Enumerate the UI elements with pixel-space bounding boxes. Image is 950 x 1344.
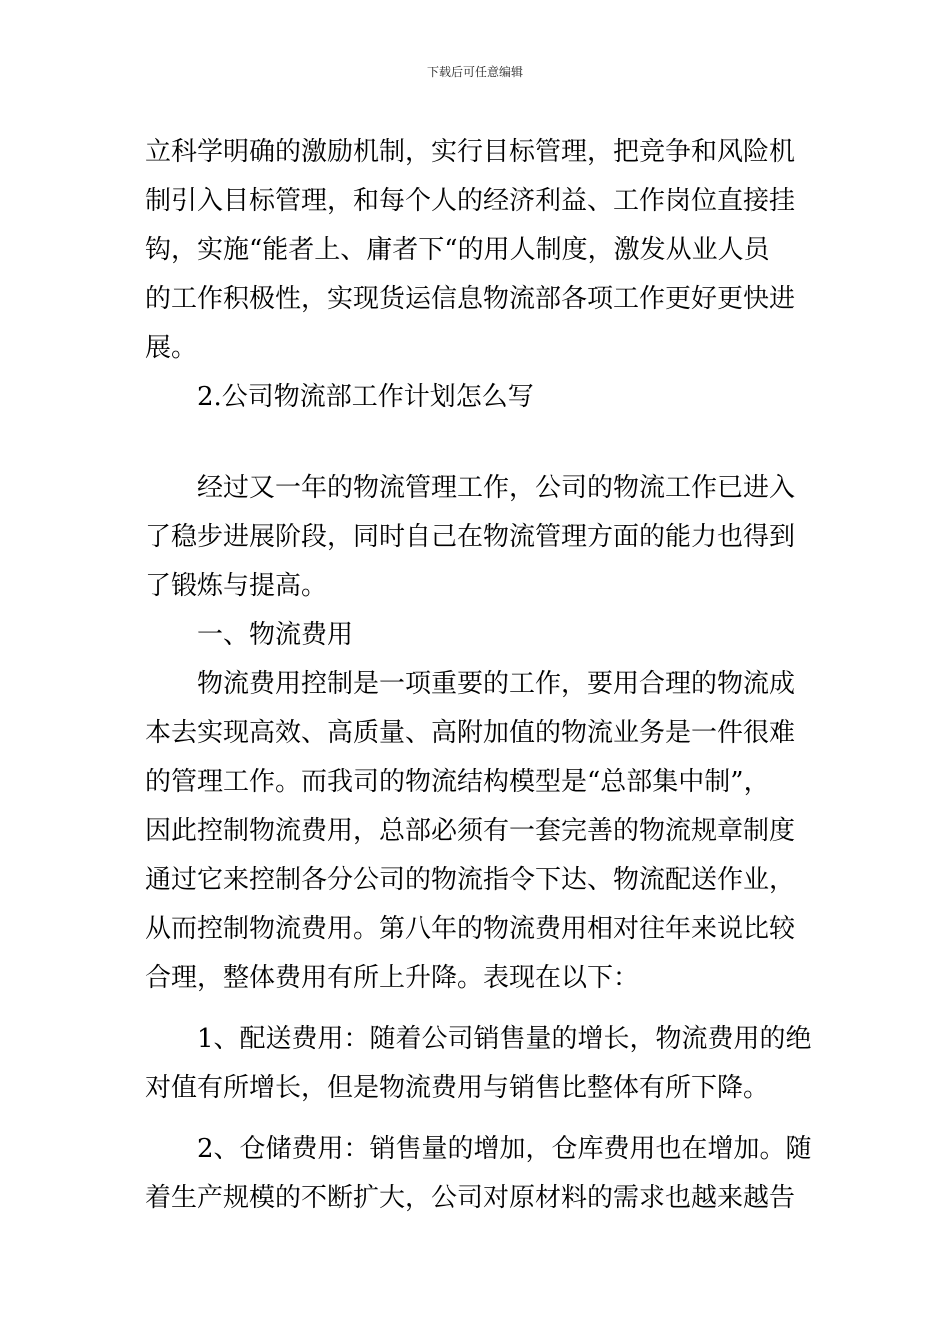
subheading-logistics-cost — [145, 611, 805, 660]
document-body — [145, 128, 812, 1223]
paragraph-incentive — [145, 128, 805, 373]
text-line: 从而控制物流费用。第八年的物流费用相对往年来说比较 — [145, 914, 796, 944]
page-header: 下载后可任意编辑 — [426, 65, 523, 79]
list-item-delivery-cost — [145, 1015, 812, 1113]
paragraph-cost-control — [145, 660, 805, 1003]
text-line: 合理，整体费用有所上升降。表现在以下： — [145, 963, 640, 993]
text-line: 因此控制物流费用，总部必须有一套完善的物流规章制度 — [145, 816, 796, 846]
text-line: 对值有所增长，但是物流费用与销售比整体有所下降。 — [145, 1073, 770, 1103]
text-line: 1、配送费用：随着公司销售量的增长，物流费用的绝 — [197, 1024, 812, 1054]
text-line: 通过它来控制各分公司的物流指令下达、物流配送作业， — [145, 865, 796, 895]
heading-text: 2.公司物流部工作计划怎么写 — [197, 382, 534, 412]
text-line: 经过又一年的物流管理工作，公司的物流工作已进入 — [197, 473, 796, 503]
list-item-storage-cost — [145, 1125, 812, 1223]
spacer — [145, 422, 805, 464]
text-line: 立科学明确的激励机制，实行目标管理，把竞争和风险机 — [145, 137, 796, 167]
spacer — [145, 1003, 805, 1015]
text-line: 2、仓储费用：销售量的增加，仓库费用也在增加。随 — [197, 1134, 812, 1164]
text-line: 物流费用控制是一项重要的工作，要用合理的物流成 — [197, 669, 796, 699]
text-line: 制引入目标管理，和每个人的经济利益、工作岗位直接挂 — [145, 186, 796, 216]
text-line: 钩，实施“能者上、庸者下“的用人制度，激发从业人员 — [145, 235, 770, 265]
spacer — [145, 1113, 805, 1125]
subheading-text: 一、物流费用 — [197, 620, 354, 650]
text-line: 的工作积极性，实现货运信息物流部各项工作更好更快进 — [145, 284, 796, 314]
text-line: 着生产规模的不断扩大，公司对原材料的需求也越来越告 — [145, 1183, 796, 1213]
text-line: 了锻炼与提高。 — [145, 571, 328, 601]
text-line: 展。 — [145, 333, 198, 363]
section-heading — [145, 373, 805, 422]
text-line: 本去实现高效、高质量、高附加值的物流业务是一件很难 — [145, 718, 796, 748]
text-line: 的管理工作。而我司的物流结构模型是“总部集中制”， — [145, 767, 770, 797]
paragraph-intro — [145, 464, 805, 611]
text-line: 了稳步进展阶段，同时自己在物流管理方面的能力也得到 — [145, 522, 796, 552]
